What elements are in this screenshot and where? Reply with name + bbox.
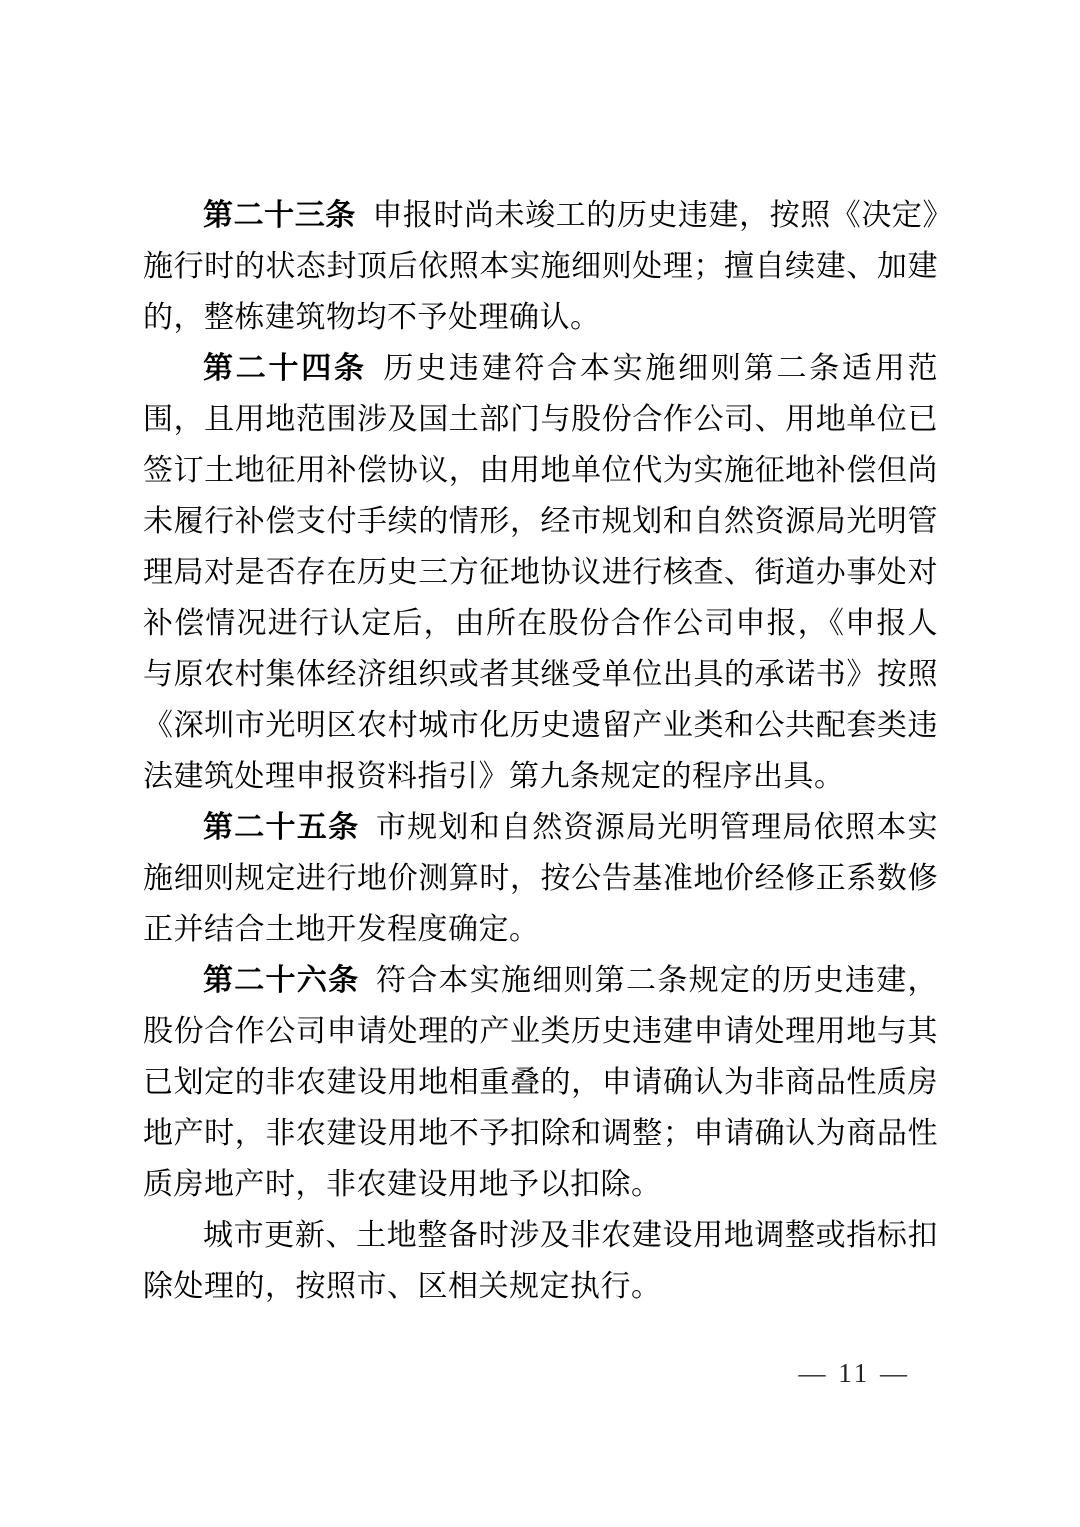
- article-number: 第二十三条: [203, 199, 356, 232]
- paragraph-text: 历史违建符合本实施细则第二条适用范围，且用地范围涉及国土部门与股份合作公司、用地单位已签订土地征用补偿协议，由用地单位代为实施征地补偿但尚未履行补偿支付手续的情形，经市规划和自然资源局光明管理局对是否存在历史三方征地协议进行核查、街道办事处对补偿情况进行认定后，由所在股份合作公司申报，《申报人与原农村集体经济组织或者其继受单位出具的承诺书》按照《深圳市光明区农村城市化历史遗留产业类和公共配套类违法建筑处理申报资料指引》第九条规定的程序出具。: [143, 352, 939, 793]
- article-number: 第二十六条: [203, 964, 360, 997]
- paragraph-text: 城市更新、土地整备时涉及非农建设用地调整或指标扣除处理的，按照市、区相关规定执行。: [143, 1219, 938, 1303]
- paragraph-article-26: [143, 955, 938, 1210]
- paragraph-article-23: [143, 190, 938, 343]
- paragraph-text: 符合本实施细则第二条规定的历史违建，股份合作公司申请处理的产业类历史违建申请处理用地与其已划定的非农建设用地相重叠的，申请确认为非商品性质房地产时，非农建设用地不予扣除和调整；申请确认为商品性质房地产时，非农建设用地予以扣除。: [143, 964, 939, 1201]
- paragraph-text: 市规划和自然资源局光明管理局依照本实施细则规定进行地价测算时，按公告基准地价经修正系数修正并结合土地开发程度确定。: [143, 811, 939, 946]
- document-body: [143, 190, 938, 1312]
- paragraph-article-25: [143, 802, 938, 955]
- article-number: 第二十五条: [203, 811, 360, 844]
- page-number: — 11 —: [798, 1358, 910, 1388]
- paragraph-continuation: [143, 1210, 938, 1312]
- article-number: 第二十四条: [203, 352, 367, 385]
- paragraph-text: 申报时尚未竣工的历史违建，按照《决定》施行时的状态封顶后依照本实施细则处理；擅自续建、加建的，整栋建筑物均不予处理确认。: [143, 199, 939, 334]
- paragraph-article-24: [143, 343, 938, 802]
